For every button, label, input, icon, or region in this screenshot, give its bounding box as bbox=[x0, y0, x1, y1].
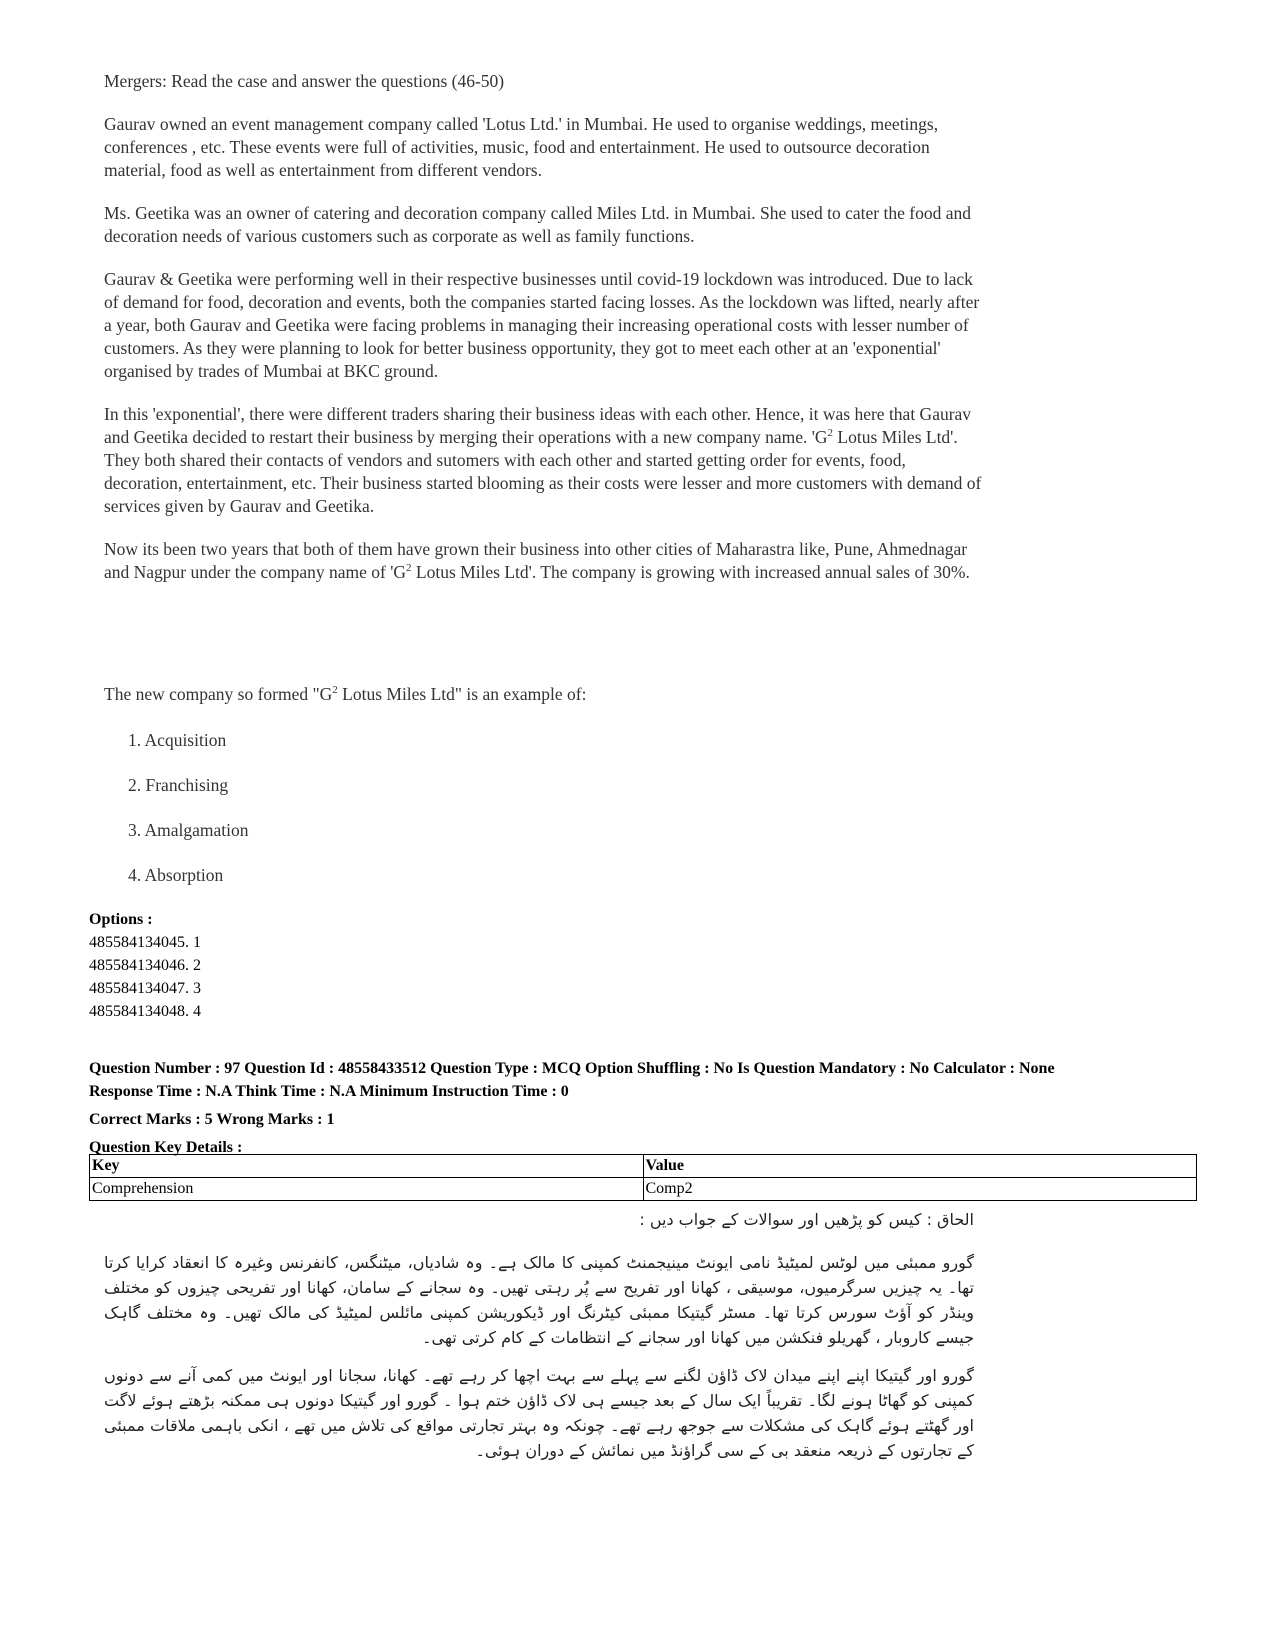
passage-paragraph-5 bbox=[104, 538, 984, 584]
table-cell-value: Comp2 bbox=[643, 1178, 1197, 1201]
case-passage bbox=[104, 70, 984, 604]
options-header: Options : bbox=[89, 911, 153, 928]
table-header-row bbox=[90, 1155, 1197, 1178]
metadata-line-marks: Correct Marks : 5 Wrong Marks : 1 bbox=[89, 1111, 335, 1128]
urdu-paragraph-2: گورو اور گیتیکا اپنے اپنے میدان لاک ڈاؤن لگنے سے پہلے سے بہت اچھا کر رہے تھے۔ کھانا، سجانا اور ایونٹ میں کمی آنے سے دونوں کمپنی کو گھاٹا ہونے لگا۔ تقریباً ایک سال کے بعد جیسے ہی لاک ڈاؤن ختم ہوا ۔ گورو اور گیتیکا دونوں ہی ممکنہ بڑھتے ہوئے لاگت اور گھٹتے ہوئے گاہک کی مشکلات سے جوجھ رہے تھے۔ چونکہ وہ بہتر تجارتی مواقع کی تلاش میں تھے ، انکی باہمی ملاقات ممبئی کے تجارتوں کے ذریعہ منعقد بی کے سی گراؤنڈ میں نمائش کے دوران ہوئی۔ bbox=[104, 1366, 974, 1460]
passage-paragraph-4-end: Lotus Miles Ltd'. They both shared their contacts of vendors and sutomers with each other and started getting order for events, food, decoration, entertainment, etc. Their business started blooming as their costs were lesser and more customers with demand of services given by Gaurav and Geetika. bbox=[104, 427, 982, 516]
passage-heading: Mergers: Read the case and answer the questions (46-50) bbox=[104, 71, 505, 91]
superscript: 2 bbox=[406, 562, 412, 575]
option-id: 485584134046. 2 bbox=[89, 957, 201, 974]
urdu-paragraph-1: گورو ممبئی میں لوٹس لمیٹیڈ نامی ایونٹ مینیجمنٹ کمپنی کا مالک ہے۔ وہ شادیاں، میٹنگس، کانفرنس وغیرہ کا انعقاد کرایا کرتا تھا۔ یہ چیزیں سرگرمیوں، موسیقی ، کھانا اور تفریح سے پُر رہتی تھیں۔ وہ سجانے کے سامان، کھانا اور تفریحی چیزوں کو مختلف وینڈر کو آؤٹ سورس کرتا تھا۔ مسٹر گیتیکا ممبئی کیٹرنگ اور ڈیکوریشن کمپنی مائلس لمیٹیڈ کی مالک تھیں۔ وہ مختلف گاہک جیسے کاروبار ، گھریلو فنکشن میں کھانا اور سجانے کے انتظامات کے کام کرتی تھی۔ bbox=[104, 1253, 974, 1347]
superscript: 2 bbox=[827, 427, 834, 440]
answer-choices bbox=[128, 730, 249, 910]
option-id: 485584134048. 4 bbox=[89, 1003, 201, 1020]
table-header-key: Key bbox=[90, 1155, 644, 1178]
options-list bbox=[89, 908, 201, 1023]
passage-paragraph-5-start: Now its been two years that both of them have grown their business into other cities of Maharastra like, Pune, Ahmednagar and Nagpur under the company name of 'G bbox=[104, 539, 968, 582]
superscript: 2 bbox=[332, 684, 338, 697]
question-metadata bbox=[89, 1058, 1199, 1160]
question-key-table bbox=[89, 1154, 1197, 1201]
question-text-start: The new company so formed "G bbox=[104, 684, 333, 704]
passage-paragraph-4-start: In this 'exponential', there were different traders sharing their business ideas with each other. Hence, it was here that Gaurav and Geetika decided to restart their business by merging their operations with a new company name. 'G bbox=[104, 404, 972, 447]
urdu-heading: الحاق : کیس کو پڑھیں اور سوالات کے جواب دیں : bbox=[639, 1210, 974, 1229]
table-cell-key: Comprehension bbox=[90, 1178, 644, 1201]
choice-item: 3. Amalgamation bbox=[128, 820, 249, 840]
passage-paragraph-2: Ms. Geetika was an owner of catering and decoration company called Miles Ltd. in Mumbai. She used to cater the food and decoration needs of various customers such as corporate as well as family functions. bbox=[104, 203, 971, 246]
choice-item: 4. Absorption bbox=[128, 865, 224, 885]
passage-paragraph-5-end: Lotus Miles Ltd'. The company is growing with increased annual sales of 30%. bbox=[411, 562, 970, 582]
metadata-line-response-time: Response Time : N.A Think Time : N.A Minimum Instruction Time : 0 bbox=[89, 1083, 569, 1100]
choice-item: 1. Acquisition bbox=[128, 730, 227, 750]
metadata-line-question-number: Question Number : 97 Question Id : 48558433512 Question Type : MCQ Option Shuffling : No Is Question Mandatory : No Calculator : None bbox=[89, 1060, 1055, 1077]
passage-paragraph-1: Gaurav owned an event management company called 'Lotus Ltd.' in Mumbai. He used to organise weddings, meetings, conferences , etc. These events were full of activities, music, food and entertainment. He used to outsource decoration material, food as well as entertainment from different vendors. bbox=[104, 114, 939, 180]
metadata-line-key-details: Question Key Details : bbox=[89, 1139, 243, 1156]
passage-paragraph-4 bbox=[104, 403, 984, 518]
table-header-value: Value bbox=[643, 1155, 1197, 1178]
table-row bbox=[90, 1178, 1197, 1201]
option-id: 485584134047. 3 bbox=[89, 980, 201, 997]
passage-paragraph-3: Gaurav & Geetika were performing well in their respective businesses until covid-19 lockdown was introduced. Due to lack of demand for food, decoration and events, both the companies started facing losses. As the lockdown was lifted, nearly after a year, both Gaurav and Geetika were facing problems in managing their increasing operational costs with lesser number of customers. As they were planning to look for better business opportunity, they got to meet each other at an 'exponential' organised by trades of Mumbai at BKC ground. bbox=[104, 269, 980, 381]
choice-item: 2. Franchising bbox=[128, 775, 229, 795]
question-text-end: Lotus Miles Ltd" is an example of: bbox=[337, 684, 587, 704]
question-text bbox=[104, 684, 984, 705]
option-id: 485584134045. 1 bbox=[89, 934, 201, 951]
